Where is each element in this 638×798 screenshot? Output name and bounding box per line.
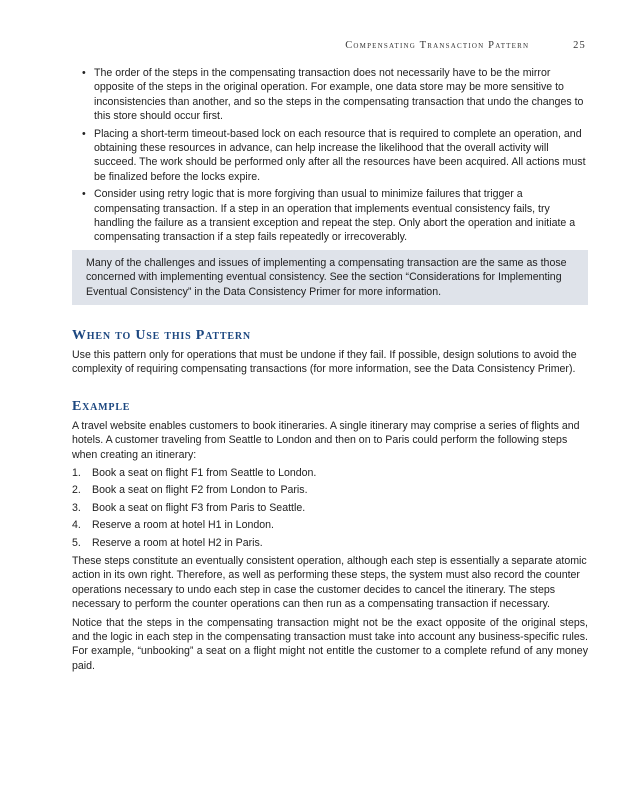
step-text: Book a seat on flight F2 from London to Paris. xyxy=(92,484,308,497)
step-item xyxy=(72,501,588,515)
considerations-list xyxy=(72,66,588,245)
step-item xyxy=(72,536,588,550)
step-number: 5. xyxy=(72,536,81,549)
list-item-text: The order of the steps in the compensating transaction does not necessarily have to be the mirror opposite of the steps in the original operation. For example, one data store may be more sensitive to inconsistencies than another, and so the steps in the compensating transaction that undo the changes to this store should occur first. xyxy=(94,67,584,123)
when-to-use-paragraph: Use this pattern only for operations that must be undone if they fail. If possible, design solutions to avoid the complexity of requiring compensating transactions (for more information, see the Data Consistency Primer). xyxy=(72,348,577,375)
step-text: Reserve a room at hotel H2 in Paris. xyxy=(92,536,263,549)
example-paragraph-business-rules: Notice that the steps in the compensating transaction might not be the exact opposite of the original steps, and the logic in each step in the compensating transaction must take into account any business-specific rules. For example, “unbooking” a seat on a flight might not entitle the customer to a complete refund of any money paid. xyxy=(72,616,588,672)
note-text: Many of the challenges and issues of implementing a compensating transaction are the same as those concerned with implementing eventual consistency. See the section “Considerations for Implementing Eventual Consistency” in the Data Consistency Primer for more information. xyxy=(86,256,567,298)
list-item-text: Consider using retry logic that is more forgiving than usual to minimize failures that trigger a compensating transaction. If a step in an operation that implements eventual consistency fails, try handling the failure as a transient exception and repeat the step. Only abort the operation and initiate a compensating transaction if a step fails repeatedly or irrecoverably. xyxy=(94,188,576,244)
step-text: Book a seat on flight F3 from Paris to Seattle. xyxy=(92,501,306,514)
bullet-icon: • xyxy=(82,67,86,79)
list-item xyxy=(82,127,588,185)
itinerary-steps-list xyxy=(72,466,588,550)
example-paragraph-counter-operations: These steps constitute an eventually consistent operation, although each step is essentially a separate atomic action in its own right. Therefore, as well as performing these steps, the system must also record the counter operations necessary to undo each step in case the customer decides to cancel the itinerary. The steps necessary to perform the counter operations can then run as a compensating transaction if necessary. xyxy=(72,554,587,611)
step-text: Reserve a room at hotel H1 in London. xyxy=(92,519,274,532)
bullet-icon: • xyxy=(82,127,86,140)
running-header xyxy=(345,40,586,51)
step-item xyxy=(72,518,588,532)
list-item xyxy=(82,187,588,245)
bullet-icon: • xyxy=(82,188,86,201)
step-number: 2. xyxy=(72,484,81,497)
step-item xyxy=(72,483,588,497)
step-text: Book a seat on flight F1 from Seattle to London. xyxy=(92,466,317,479)
example-intro-paragraph: A travel website enables customers to book itineraries. A single itinerary may comprise a series of flights and hotels. A customer traveling from Seattle to London and then on to Paris could perform the following steps when creating an itinerary: xyxy=(72,419,580,461)
step-number: 3. xyxy=(72,501,81,514)
step-number: 4. xyxy=(72,519,81,532)
page-content xyxy=(72,66,588,677)
section-heading-when-to-use: When to Use this Pattern xyxy=(72,328,251,344)
step-number: 1. xyxy=(72,466,81,479)
section-heading-example: Example xyxy=(72,399,131,415)
list-item-text: Placing a short-term timeout-based lock on each resource that is required to complete an operation, and obtaining these resources in advance, can help increase the likelihood that the overall activity will succeed. The work should be performed only after all the resources have been acquired. All actions must be finalized before the locks expire. xyxy=(94,127,586,183)
list-item xyxy=(82,66,588,124)
note-box xyxy=(72,250,588,305)
page-number: 25 xyxy=(573,40,586,51)
running-title: Compensating Transaction Pattern xyxy=(345,40,530,51)
step-item xyxy=(72,466,588,480)
